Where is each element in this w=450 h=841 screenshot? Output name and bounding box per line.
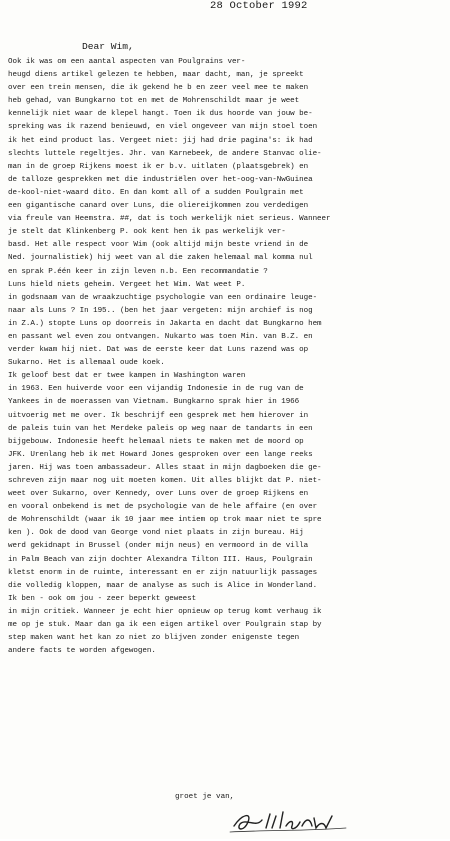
letter-line: bijgebouw. Indonesie heeft helemaal niets te maken met de moord op [8, 437, 304, 446]
letter-line: Sukarno. Het is allemaal oude koek. [8, 359, 165, 368]
letter-line: die volledig kloppen, maar de analyse as such is Alice in Wonderland. [8, 581, 318, 590]
letter-date: 28 October 1992 [210, 0, 308, 12]
closing: groet je van, [175, 793, 235, 801]
letter-line: ik het eind product las. Vergeet niet: jij had drie pagina's: ik had [8, 136, 313, 145]
letter-line: schreven zijn maar nog uit moeten komen. Uit alles blijkt dat P. niet- [8, 477, 322, 485]
letter-line: in godsnaam van de wraakzuchtige psychologie van een ordinaire leuge- [8, 293, 318, 302]
letter-line: man in de groep Rijkens moest ik er b.v. uitlaten (plaatsgebrek) en [8, 162, 309, 171]
letter-line: heugd diens artikel gelezen te hebben, maar dacht, man, je spreekt [8, 71, 304, 80]
letter-body [8, 56, 444, 658]
letter-line: en passant wel even zou ontvangen. Nukarto was toen Min. van B.Z. en [8, 332, 313, 341]
letter-line: spreking was ik razend benieuwd, en viel ongeveer van mijn stoel toen [8, 123, 318, 132]
letter-line: de talloze gesprekken met die industriëlen over het-oog-van-NwGuinea [8, 175, 313, 184]
letter-line: Ook ik was om een aantal aspecten van Poulgrains ver- [8, 58, 246, 66]
letter-line: en vooral onbekend is met de psychologie van de hele affaire (en over [8, 503, 318, 512]
letter-line: een gigantische canard over Luns, die oliereijkommen zou verdedigen [8, 202, 309, 211]
salutation: Dear Wim, [82, 41, 134, 52]
letter-line: in Z.A.) stopte Luns op doorreis in Jakarta en dacht dat Bungkarno hem [8, 319, 322, 328]
letter-line: slechts luttele regeltjes. Jhr. van Karnebeek, de andere Stanvac olie- [8, 149, 322, 158]
letter-line: over een trein mensen, die ik gekend he b en zeer veel mee te maken [8, 84, 309, 93]
letter-line: in mijn critiek. Wanneer je echt hier opnieuw op terug komt verhaug ik [8, 607, 322, 616]
letter-line: weet over Sukarno, over Kennedy, over Luns over de groep Rijkens en [8, 490, 309, 499]
letter-line: andere facts te worden afgewogen. [8, 647, 156, 656]
letter-line: me op je stuk. Maar dan ga ik een eigen artikel over Poulgrain stap by [8, 621, 322, 630]
letter-line: kennelijk niet waar de klepel hangt. Toen ik dus hoorde van jouw be- [8, 110, 313, 119]
letter-line: Ned. journalistiek) hij weet van al die zaken helemaal mal komma nul [8, 254, 313, 263]
letter-line: en sprak P.één keer in zijn leven n.b. Een recommandatie ? [8, 267, 268, 276]
letter-line: werd gekidnapt in Brussel (onder mijn neus) en vermoord in de villa [8, 542, 309, 551]
letter-line: step maken want het kan zo niet zo blijven zonder enigenste tegen [8, 634, 300, 643]
letter-line: Ik ben - ook om jou - zeer beperkt geweest [8, 594, 197, 603]
letter-line: Ik geloof best dat er twee kampen in Washington waren [8, 372, 246, 381]
letter-line: ken ). Ook de dood van George vond niet plaats in zijn bureau. Hij [8, 529, 304, 538]
letter-line: Luns hield niets geheim. Vergeet het Wim. Wat weet P. [8, 280, 246, 289]
letter-line: naar als Luns ? In 195.. (ben het jaar vergeten: mijn archief is nog [8, 306, 313, 315]
letter-line: de Mohrenschildt (waar ik 10 jaar mee intiem op trok maar niet te spre [8, 516, 322, 525]
letter-line: heb gehad, van Bungkarno tot en met de Mohrenschildt maar je weet [8, 97, 300, 106]
letter-line: via freule van Heemstra. ##, dat is toch werkelijk niet serieus. Wanneer [8, 215, 331, 224]
letter-line: JFK. Urenlang heb ik met Howard Jones gesproken over een lange reeks [8, 450, 313, 459]
letter-line: in 1963. Een huiverde voor een vijandig Indonesie in de rug van de [8, 385, 304, 394]
letter-line: basd. Het alle respect voor Wim (ook altijd mijn beste vriend in de [8, 241, 309, 250]
letter-line: verder kwam hij niet. Dat was de eerste keer dat Luns razend was op [8, 346, 309, 355]
letter-line: kletst enorm in de ruimte, interessant en er zijn natuurlijk passages [8, 568, 318, 577]
handwritten-signature [228, 806, 358, 841]
letter-line: Yankees in de moerassen van Vietnam. Bungkarno sprak hier in 1966 [8, 398, 300, 407]
letter-line: je stelt dat Klinkenberg P. ook kent hen ik pas werkelijk ver- [8, 228, 286, 237]
letter-line: de-kool-niet-waard dito. En dan komt all of a sudden Poulgrain met [8, 188, 304, 197]
letter-line: jaren. Hij was toen ambassadeur. Alles staat in mijn dagboeken die ge- [8, 463, 322, 472]
letter-line: de paleis tuin van het Merdeke paleis op weg naar de tandarts in een [8, 424, 313, 433]
letter-line: in Palm Beach van zijn dochter Alexandra Tilton III. Haus, Poulgrain [8, 555, 313, 564]
letter-line: uitvoerig met me over. Ik beschrijf een gesprek met hem hierover in [8, 411, 309, 420]
